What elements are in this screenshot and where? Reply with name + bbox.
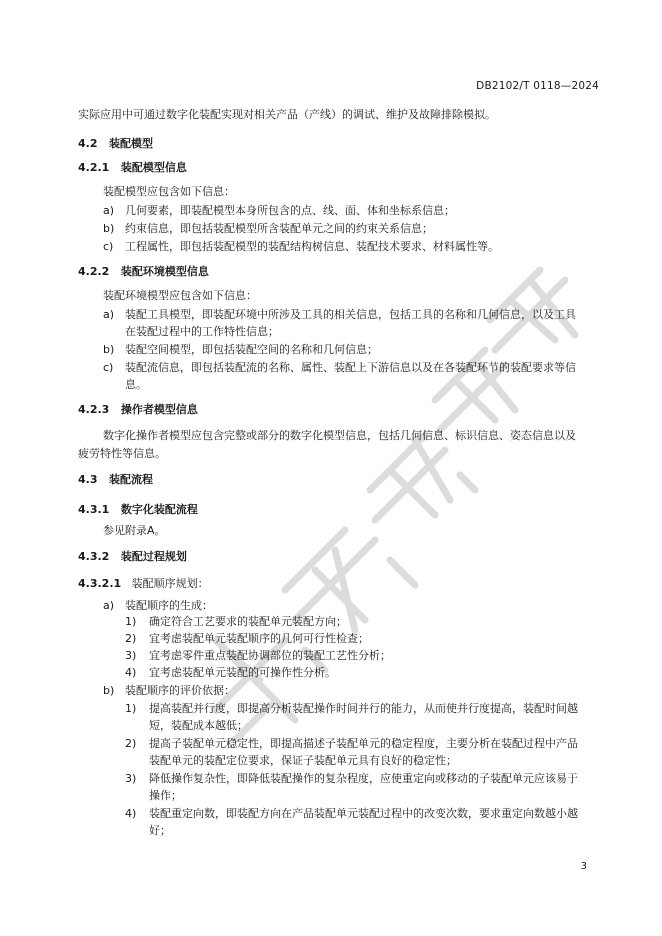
sublist-item-continuation: 装配单元的装配定位要求，保证子装配单元具有良好的稳定性； bbox=[149, 754, 457, 767]
subsection-number: 4.3.1 bbox=[78, 503, 110, 516]
sublist-marker: 2) bbox=[125, 632, 137, 645]
section-number: 4.3 bbox=[78, 473, 98, 486]
list-item-continuation: 息。 bbox=[125, 378, 147, 391]
list-marker: c) bbox=[103, 240, 114, 253]
sublist-item: 装配重定向数，即装配方向在产品装配单元装配过程中的改变次数，要求重定向数越小越 bbox=[149, 807, 578, 820]
section-title: 装配流程 bbox=[109, 473, 153, 486]
subsection-number: 4.2.3 bbox=[78, 403, 110, 416]
sublist-item: 提高子装配单元稳定性，即提高描述子装配单元的稳定程度，主要分析在装配过程中产品 bbox=[149, 737, 578, 750]
list-marker: a) bbox=[103, 599, 115, 612]
sublist-item-continuation: 操作； bbox=[149, 789, 182, 802]
paragraph: 参见附录A。 bbox=[103, 524, 166, 537]
list-item: 装配顺序的评价依据： bbox=[125, 684, 235, 697]
subsection-number: 4.3.2 bbox=[78, 550, 110, 563]
sublist-marker: 2) bbox=[125, 737, 137, 750]
subsection-heading bbox=[78, 502, 198, 517]
sublist-marker: 3) bbox=[125, 772, 137, 785]
sublist-marker: 3) bbox=[125, 649, 137, 662]
intro-paragraph: 实际应用中可通过数字化装配实现对相关产品（产线）的调试、维护及故障排除模拟。 bbox=[78, 108, 496, 121]
section-number: 4.2 bbox=[78, 137, 98, 150]
subsection-heading bbox=[78, 160, 187, 175]
list-lead: 装配环境模型应包含如下信息： bbox=[103, 289, 257, 302]
sublist-marker: 4) bbox=[125, 807, 137, 820]
list-marker: b) bbox=[103, 343, 115, 356]
subsection-heading bbox=[78, 264, 209, 279]
subsection-title: 装配模型信息 bbox=[120, 161, 187, 174]
document-code: DB2102/T 0118—2024 bbox=[476, 80, 599, 92]
section-heading bbox=[78, 472, 153, 487]
list-item: 装配空间模型，即包括装配空间的名称和几何信息； bbox=[125, 343, 378, 356]
sublist-item: 宜考虑装配单元装配的可操作性分析。 bbox=[149, 666, 336, 679]
clause-number: 4.3.2.1 bbox=[78, 577, 122, 590]
section-title: 装配模型 bbox=[109, 137, 153, 150]
subsection-number: 4.2.2 bbox=[78, 265, 110, 278]
section-heading bbox=[78, 136, 153, 151]
list-item: 装配工具模型，即装配环境中所涉及工具的相关信息，包括工具的名称和几何信息，以及工具 bbox=[125, 308, 576, 321]
sublist-item: 确定符合工艺要求的装配单元装配方向； bbox=[149, 615, 347, 628]
sublist-marker: 1) bbox=[125, 615, 137, 628]
list-marker: a) bbox=[103, 204, 115, 217]
paragraph-continuation: 疲劳特性等信息。 bbox=[78, 447, 166, 460]
list-lead: 装配模型应包含如下信息： bbox=[103, 185, 235, 198]
sublist-item-continuation: 短，装配成本越低； bbox=[149, 719, 248, 732]
sublist-marker: 1) bbox=[125, 702, 137, 715]
list-item: 几何要素，即装配模型本身所包含的点、线、面、体和坐标系信息； bbox=[125, 204, 455, 217]
subsection-title: 操作者模型信息 bbox=[120, 403, 198, 416]
paragraph: 数字化操作者模型应包含完整或部分的数字化模型信息，包括几何信息、标识信息、姿态信息以及 bbox=[103, 429, 576, 442]
sublist-item: 提高装配并行度，即提高分析装配操作时间并行的能力，从而使并行度提高，装配时间越 bbox=[149, 702, 578, 715]
list-item: 约束信息，即包括装配模型所含装配单元之间的约束关系信息； bbox=[125, 222, 433, 235]
sublist-item: 降低操作复杂性，即降低装配操作的复杂程度，应使重定向或移动的子装配单元应该易于 bbox=[149, 772, 578, 785]
page-number: 3 bbox=[580, 861, 587, 872]
list-item-continuation: 在装配过程中的工作特性信息； bbox=[125, 325, 279, 338]
list-marker: b) bbox=[103, 684, 115, 697]
list-item: 工程属性，即包括装配模型的装配结构树信息、装配技术要求、材料属性等。 bbox=[125, 240, 499, 253]
list-marker: a) bbox=[103, 308, 115, 321]
subsection-title: 装配环境模型信息 bbox=[120, 265, 209, 278]
list-item: 装配流信息，即包括装配流的名称、属性、装配上下游信息以及在各装配环节的装配要求等信 bbox=[125, 361, 576, 374]
subsection-heading bbox=[78, 402, 198, 417]
clause-heading bbox=[78, 576, 209, 591]
sublist-item: 宜考虑零件重点装配协调部位的装配工艺性分析； bbox=[149, 649, 391, 662]
sublist-item-continuation: 好； bbox=[149, 824, 171, 837]
subsection-title: 装配过程规划 bbox=[120, 550, 187, 563]
list-item: 装配顺序的生成： bbox=[125, 599, 213, 612]
list-marker: c) bbox=[103, 361, 114, 374]
list-marker: b) bbox=[103, 222, 115, 235]
subsection-title: 数字化装配流程 bbox=[120, 503, 198, 516]
subsection-heading bbox=[78, 549, 187, 564]
sublist-marker: 4) bbox=[125, 666, 137, 679]
subsection-number: 4.2.1 bbox=[78, 161, 110, 174]
clause-title: 装配顺序规划： bbox=[131, 577, 209, 590]
sublist-item: 宜考虑装配单元装配顺序的几何可行性检查； bbox=[149, 632, 369, 645]
